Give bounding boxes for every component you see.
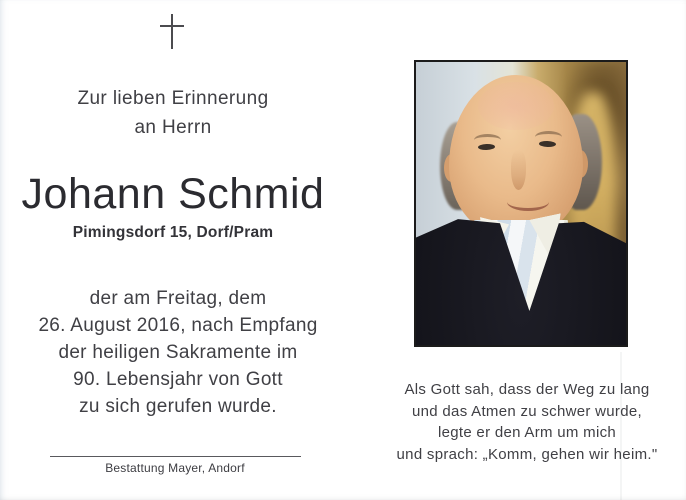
cross-vertical-bar — [171, 14, 173, 49]
obituary-text — [0, 285, 356, 420]
memorial-verse — [377, 379, 677, 465]
footer-divider — [50, 456, 301, 457]
obituary-line: 90. Lebensjahr von Gott — [73, 369, 283, 390]
verse-line: legte er den Arm um mich — [437, 424, 617, 441]
obituary-line: zu sich gerufen wurde. — [79, 396, 277, 417]
photo-smile — [507, 193, 549, 211]
cross-icon — [160, 14, 184, 49]
portrait-photo — [414, 60, 628, 347]
obituary-line: 26. August 2016, nach Empfang — [38, 315, 318, 336]
funeral-home-name: Bestattung Mayer, Andorf — [105, 461, 245, 475]
verse-line: und sprach: „Komm, gehen wir heim." — [396, 445, 658, 463]
verse-line: und das Atmen zu schwer wurde, — [412, 402, 642, 420]
deceased-address: Pimingsdorf 15, Dorf/Pram — [72, 224, 274, 241]
memorial-intro — [0, 84, 346, 142]
obituary-line: der heiligen Sakramente im — [58, 342, 298, 363]
scan-fold-line — [620, 352, 622, 500]
intro-line-1: Zur lieben Erinnerung — [77, 88, 269, 109]
photo-nose — [511, 150, 526, 190]
verse-line: Als Gott sah, dass der Weg zu lang — [404, 381, 650, 398]
cross-horizontal-bar — [160, 25, 184, 27]
intro-line-2: an Herrn — [134, 117, 212, 138]
obituary-line: der am Freitag, dem — [89, 288, 267, 309]
deceased-name: Johann Schmid — [21, 170, 325, 218]
